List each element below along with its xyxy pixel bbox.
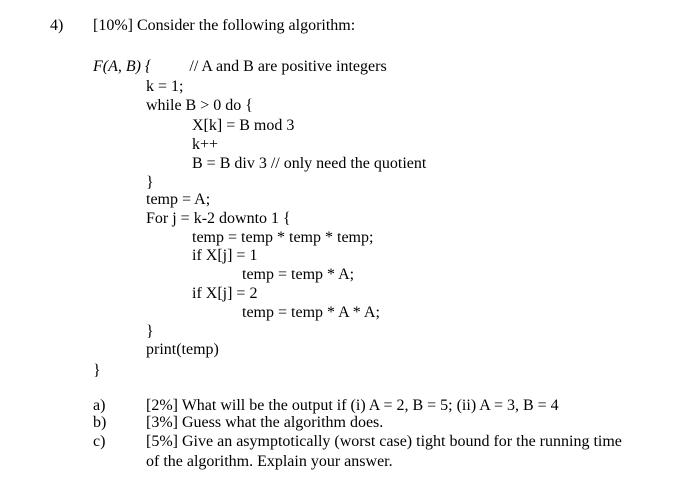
code-line: }: [146, 323, 154, 340]
code-line: temp = temp * A * A;: [242, 304, 380, 321]
code-line: k = 1;: [146, 78, 184, 95]
part-letter-b: b): [93, 414, 107, 431]
part-letter-a: a): [93, 397, 106, 414]
code-line: }: [93, 362, 101, 379]
code-line: For j = k-2 downto 1 {: [146, 210, 291, 227]
code-line: k++: [192, 136, 219, 153]
signature-comment: // A and B are positive integers: [189, 58, 387, 75]
part-text-c-line1: [5%] Give an asymptotically (worst case) tight bound for the running time: [146, 433, 622, 450]
question-intro: [10%] Consider the following algorithm:: [93, 17, 356, 34]
code-line: B = B div 3 // only need the quotient: [192, 155, 427, 172]
code-line: if X[j] = 1: [192, 247, 258, 264]
code-line: while B > 0 do {: [146, 97, 253, 114]
question-number: 4): [50, 17, 64, 34]
code-line: temp = A;: [146, 191, 211, 208]
function-signature: [93, 57, 387, 77]
part-text-b: [3%] Guess what the algorithm does.: [146, 414, 384, 431]
code-line: if X[j] = 2: [192, 285, 258, 302]
code-line: temp = temp * temp * temp;: [192, 229, 374, 246]
code-line: X[k] = B mod 3: [192, 117, 295, 134]
part-text-c-line2: of the algorithm. Explain your answer.: [146, 453, 393, 470]
code-line: temp = temp * A;: [242, 266, 355, 283]
code-line: print(temp): [146, 341, 219, 358]
part-letter-c: c): [93, 433, 106, 450]
code-line: }: [146, 174, 154, 191]
signature-code: F(A, B) {: [93, 58, 152, 75]
part-text-a: [2%] What will be the output if (i) A = 2, B = 5; (ii) A = 3, B = 4: [146, 397, 559, 414]
